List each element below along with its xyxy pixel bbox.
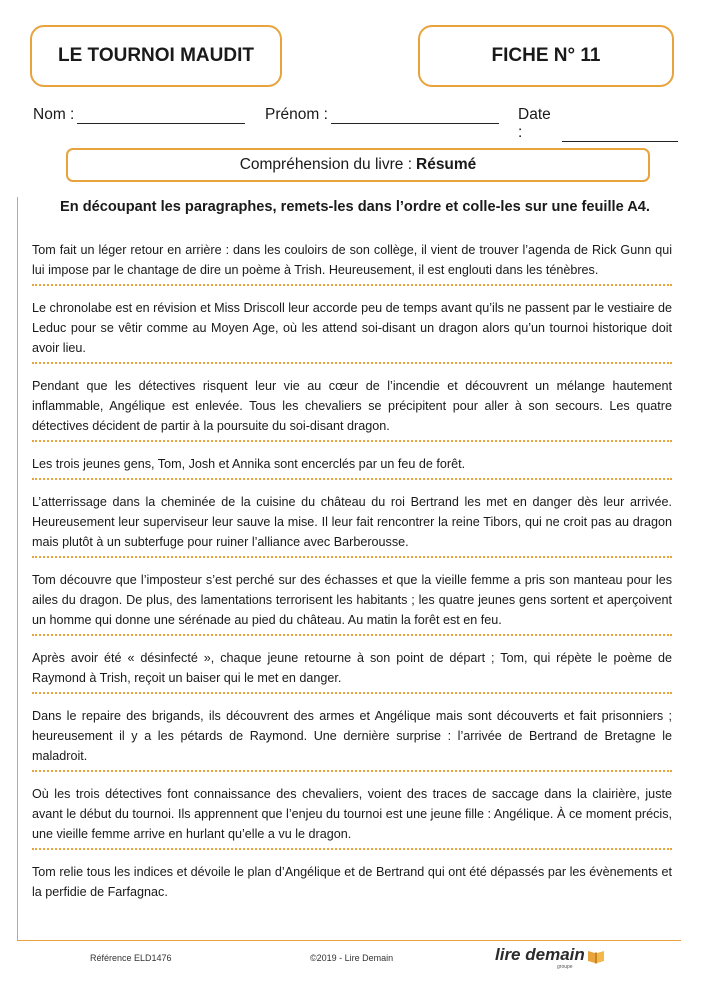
brand-subtitle: groupe <box>557 964 573 970</box>
paragraph: L’atterrissage dans la cheminée de la cuisine du château du roi Bertrand les met en danger dès leur arrivée. Heureusement leur superviseur leur sauve la mise. Il leur fait rencontrer la reine Tibors, qui ne croit pas au dragon mais plutôt à un subterfuge pour ruiner l’alliance avec Barberousse. <box>32 495 672 549</box>
nom-field <box>33 106 245 124</box>
cut-line <box>32 362 672 364</box>
prenom-input-line[interactable] <box>331 109 499 124</box>
cut-line <box>32 634 672 636</box>
footer-reference: Référence ELD1476 <box>90 953 172 963</box>
paragraph: Où les trois détectives font connaissance des chevaliers, voient des traces de saccage dans la clairière, juste avant le début du tournoi. Ils apprennent que l’enjeu du tournoi est une jeune fille : Angélique. À ce moment précis, une vieille femme arrive en hurlant qu’elle a vu le dragon. <box>32 787 672 841</box>
nom-label: Nom : <box>33 106 75 123</box>
cut-line <box>32 284 672 286</box>
paragraph-list <box>32 240 672 906</box>
brand-name: lire demain <box>495 945 585 964</box>
footer-copyright: ©2019 - Lire Demain <box>310 953 394 963</box>
date-label: Date : <box>518 106 551 141</box>
brand-logo <box>495 945 605 970</box>
fiche-box <box>418 25 674 87</box>
cut-line <box>32 478 672 480</box>
identity-fields <box>33 106 678 141</box>
cut-line <box>32 556 672 558</box>
section-label: Compréhension du livre : <box>239 156 412 173</box>
cut-line <box>32 848 672 850</box>
fiche-number: FICHE N° 11 <box>491 45 601 66</box>
prenom-label: Prénom : <box>265 106 328 123</box>
prenom-field <box>265 106 499 124</box>
section-emphasis: Résumé <box>416 156 477 173</box>
cut-line <box>32 770 672 772</box>
title-box <box>30 25 282 87</box>
paragraph: Dans le repaire des brigands, ils découvrent des armes et Angélique mais sont découverts et fait prisonniers ; heureusement il y a les pétards de Raymond. Une dernière surprise : l’arrivée de Bertrand de Bretagne le maladroit. <box>32 709 672 763</box>
cut-line <box>32 692 672 694</box>
paragraph: Tom découvre que l’imposteur s’est perché sur des échasses et que la vieille femme a pris son manteau pour les ailes du dragon. De plus, des lamentations terrorisent les habitants ; les quatre jeunes gens sortent et aperçoivent un homme qui donne une sérénade au pied du château. Au matin la forêt est en feu. <box>32 573 672 627</box>
book-icon <box>587 948 605 964</box>
paragraph: Tom relie tous les indices et dévoile le plan d’Angélique et de Bertrand qui ont été dépassés par les évènements et la perfidie de Farfagnac. <box>32 865 672 899</box>
paragraph: Le chronolabe est en révision et Miss Driscoll leur accorde peu de temps avant qu’ils ne passent par le vestiaire de Leduc pour se vêtir comme au Moyen Age, où les attend soi-disant un dragon alors qu’un tournoi historique doit avoir lieu. <box>32 301 672 355</box>
nom-input-line[interactable] <box>77 109 245 124</box>
paragraph: Les trois jeunes gens, Tom, Josh et Annika sont encerclés par un feu de forêt. <box>32 457 466 471</box>
section-heading <box>66 148 650 182</box>
paragraph: Tom fait un léger retour en arrière : dans les couloirs de son collège, il vient de trouver l’agenda de Rick Gunn qui lui impose par le chantage de dire un poème à Trish. Heureusement, il est englouti dans les ténèbres. <box>32 243 672 277</box>
date-field <box>518 106 678 142</box>
instruction: En découpant les paragraphes, remets-les dans l’ordre et colle-les sur une feuille A4. <box>60 199 650 215</box>
paragraph: Pendant que les détectives risquent leur vie au cœur de l’incendie et découvrent un mélange hautement inflammable, Angélique est enlevée. Tous les chevaliers se précipitent pour aller à son secours. Les quatre détectives décident de partir à la poursuite du soi-disant dragon. <box>32 379 672 433</box>
worksheet-title: LE TOURNOI MAUDIT <box>58 45 254 66</box>
bottom-rule <box>17 940 681 941</box>
cut-line <box>32 440 672 442</box>
left-margin-rule <box>17 197 18 940</box>
paragraph: Après avoir été « désinfecté », chaque jeune retourne à son point de départ ; Tom, qui répète le poème de Raymond à Trish, reçoit un baiser qui le met en danger. <box>32 651 672 685</box>
date-input-line[interactable] <box>562 127 678 142</box>
